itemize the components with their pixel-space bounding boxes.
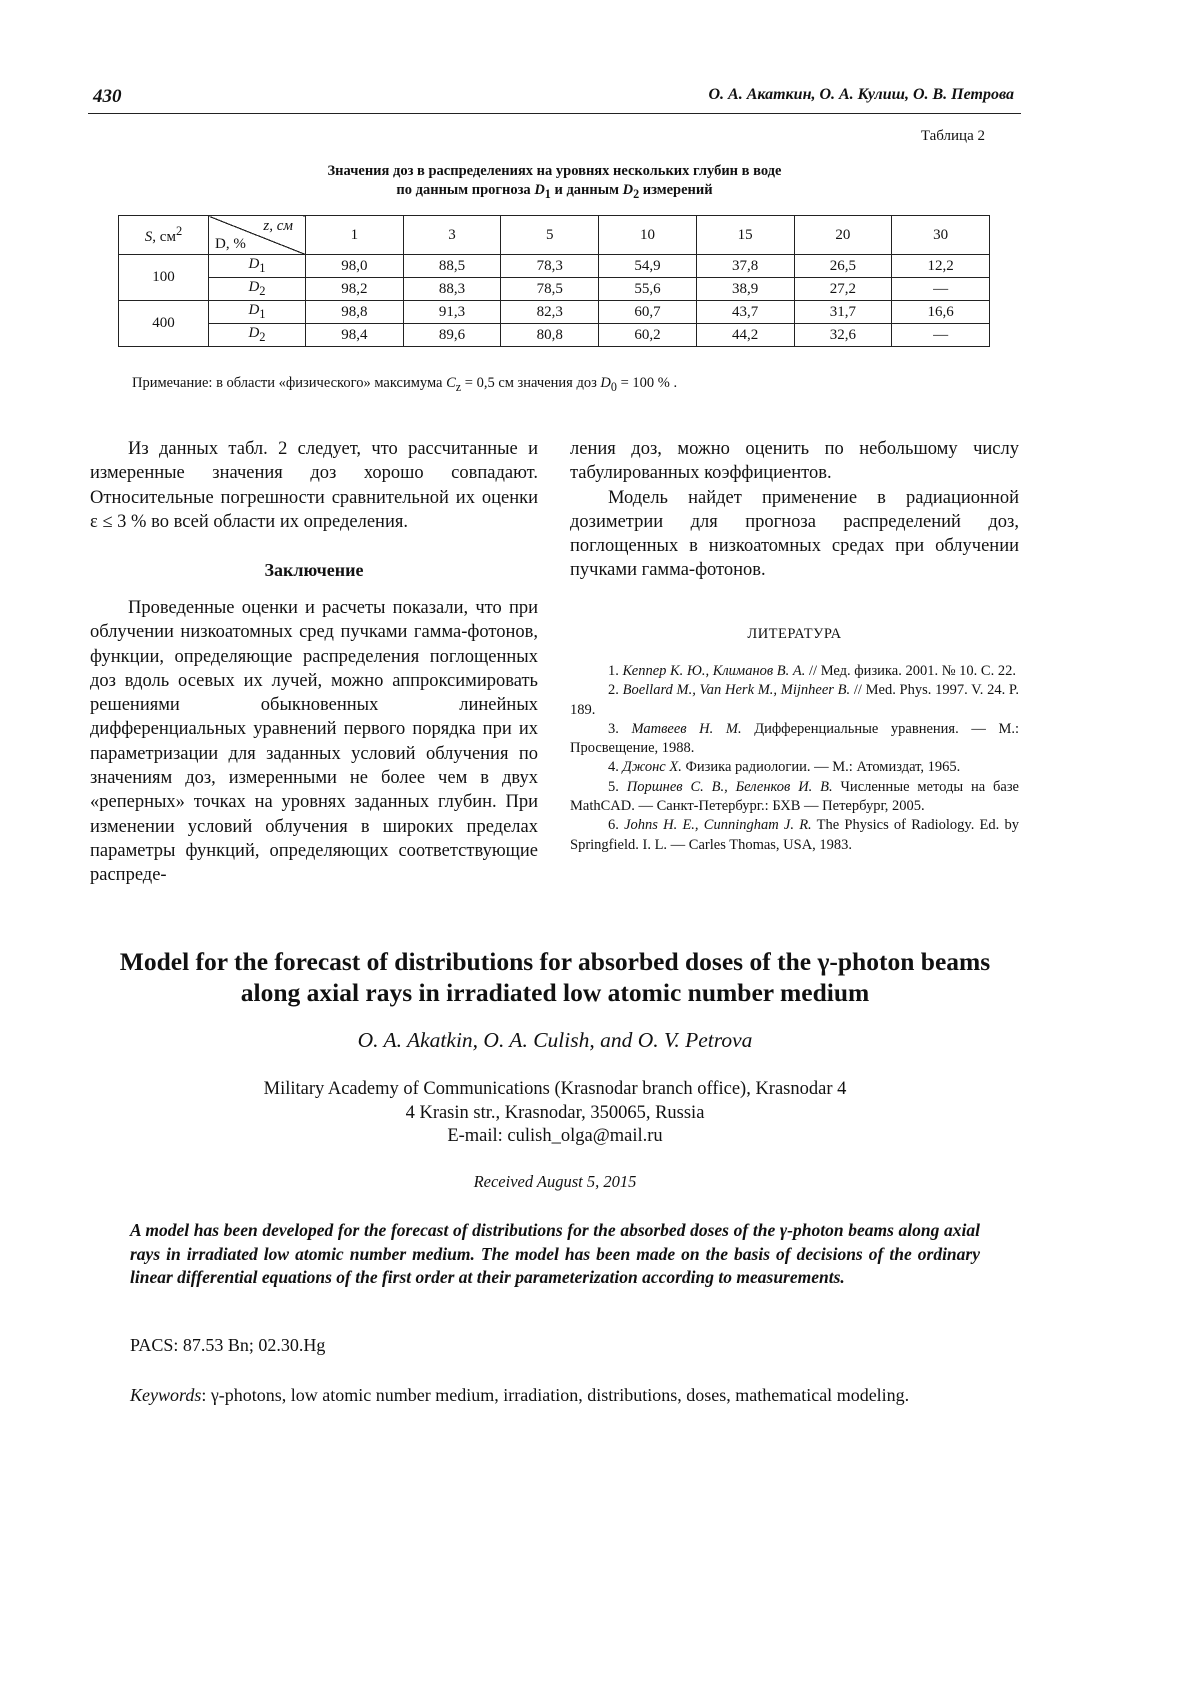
english-authors: O. A. Akatkin, O. A. Culish, and O. V. Petrova xyxy=(357,1028,753,1052)
table-cell: 31,7 xyxy=(794,301,892,324)
s-value-cell: 400 xyxy=(119,301,209,347)
table-cell: 44,2 xyxy=(696,324,794,347)
d-header: D, % xyxy=(215,236,246,252)
table-caption xyxy=(120,162,989,204)
table-cell: 43,7 xyxy=(696,301,794,324)
depth-header: 10 xyxy=(599,216,697,255)
s-header-cell: S, $см^2$ xyxy=(119,216,209,255)
table-cell: 38,9 xyxy=(696,278,794,301)
s-header: , см xyxy=(152,229,176,245)
english-title: Model for the forecast of distributions for absorbed doses of the γ-photon beams along axial rays in irradiated low atomic number medium xyxy=(119,947,991,1007)
english-keywords: Keywords: γ-photons, low atomic number medium, irradiation, distributions, doses, mathematical modeling. xyxy=(130,1385,910,1405)
table-cell: 27,2 xyxy=(794,278,892,301)
table-cell: 32,6 xyxy=(794,324,892,347)
table-cell: 16,6 xyxy=(892,301,990,324)
right-column xyxy=(570,437,1019,583)
row-label: $D_2$ xyxy=(209,324,306,347)
depth-header: 20 xyxy=(794,216,892,255)
table-row xyxy=(119,278,990,301)
table-cell: 82,3 xyxy=(501,301,599,324)
z-header: z, см xyxy=(263,218,293,234)
english-affiliation: Military Academy of Communications (Krasnodar branch office), Krasnodar 4 4 Krasin str., Krasnodar, 350065, Russia E-mail: culish_olga@mail.ru xyxy=(90,1078,1020,1149)
depth-header: 15 xyxy=(696,216,794,255)
table-cell: 55,6 xyxy=(599,278,697,301)
reference-item: 5. Поршнев С. В., Беленков И. В. Численные методы на базе MathCAD. — Санкт-Петербург.: БХВ — Петербург, 2005. xyxy=(570,778,1019,815)
section-title: Заключение xyxy=(264,560,364,580)
paragraph: Проведенные оценки и расчеты показали, что при облучении низкоатомных сред пучками гамма-фотонов, функции, определяющие распределения поглощенных доз вдоль осевых их лучей, можно аппроксимировать решениями обыкновенных линейных дифференциальных уравнений первого порядка при их параметризации для заданных условий облучения по значениям доз, измеренными не более чем в двух «реперных» точках на уровнях заданных глубин. При изменении условий облучения в широких пределах параметры функций, определяющих соответствующие распреде- xyxy=(90,598,538,886)
table-cell: 54,9 xyxy=(599,255,697,278)
table-cell: 78,5 xyxy=(501,278,599,301)
table-note: Примечание: в области «физического» максимума $C_z = 0,5$ см значения доз $D_0 = 100$ % . xyxy=(132,375,678,394)
literature-title: ЛИТЕРАТУРА xyxy=(747,626,842,642)
table-header-row xyxy=(119,216,990,255)
table-cell: 26,5 xyxy=(794,255,892,278)
table-caption-line2: по данным прогноза $D_1$ и данным $D_2$ измерений xyxy=(396,182,713,201)
table-cell: 88,3 xyxy=(403,278,501,301)
table-cell: 78,3 xyxy=(501,255,599,278)
row-label: $D_1$ xyxy=(209,255,306,278)
paragraph: Модель найдет применение в радиационной дозиметрии для прогноза распределений доз, поглощенных в низкоатомных средах при облучении пучками гамма-фотонов. xyxy=(570,487,1019,581)
z-d-header-cell xyxy=(209,216,306,255)
reference-item: 4. Джонс Х. Физика радиологии. — М.: Атомиздат, 1965. xyxy=(608,759,961,776)
depth-header: 3 xyxy=(403,216,501,255)
table-cell: 98,2 xyxy=(306,278,404,301)
table-cell: 98,4 xyxy=(306,324,404,347)
page-number: 430 xyxy=(93,86,122,107)
s-value-cell: 100 xyxy=(119,255,209,301)
header-rule xyxy=(88,113,1021,114)
running-head: О. А. Акаткин, О. А. Кулиш, О. В. Петрова xyxy=(708,86,1014,103)
table-cell: — xyxy=(892,324,990,347)
reference-item: 1. Кеппер К. Ю., Климанов В. А. // Мед. физика. 2001. № 10. С. 22. xyxy=(608,663,1016,679)
table-cell: — xyxy=(892,278,990,301)
table-cell: 80,8 xyxy=(501,324,599,347)
english-abstract: A model has been developed for the forecast of distributions for the absorbed doses of the γ-photon beams along axial rays in irradiated low atomic number medium. The model has been made on the basis of decisions of the ordinary linear differential equations of the first order at their parameterization according to measurements. xyxy=(130,1220,980,1287)
reference-item: 6. Johns H. E., Cunningham J. R. The Physics of Radiology. Ed. by Springfield. I. L. — Carles Thomas, USA, 1983. xyxy=(570,817,1019,853)
table-cell: 60,2 xyxy=(599,324,697,347)
depth-header: 1 xyxy=(306,216,404,255)
paragraph: Из данных табл. 2 следует, что рассчитанные и измеренные значения доз хорошо совпадают. Относительные погрешности сравнительной их оценки ε ≤ 3 % во всей области их определения. xyxy=(90,439,538,532)
table-cell: 37,8 xyxy=(696,255,794,278)
pacs-codes: PACS: 87.53 Bn; 02.30.Hg xyxy=(130,1335,326,1355)
table-row xyxy=(119,324,990,347)
row-label: $D_2$ xyxy=(209,278,306,301)
table-row xyxy=(119,255,990,278)
doses-table xyxy=(118,215,990,347)
reference-item: 2. Boellard M., Van Herk M., Mijnheer B. // Med. Phys. 1997. V. 24. P. 189. xyxy=(570,682,1020,718)
table-cell: 89,6 xyxy=(403,324,501,347)
reference-item: 3. Матвеев Н. М. Дифференциальные уравнения. — М.: Просвещение, 1988. xyxy=(570,720,1020,757)
table-cell: 88,5 xyxy=(403,255,501,278)
table-row xyxy=(119,301,990,324)
table-label: Таблица 2 xyxy=(920,128,985,144)
row-label: $D_1$ xyxy=(209,301,306,324)
received-date: Received August 5, 2015 xyxy=(473,1172,637,1191)
left-column-conclusion xyxy=(90,596,538,888)
table-cell: 98,8 xyxy=(306,301,404,324)
table-caption-line1: Значения доз в распределениях на уровнях нескольких глубин в воде xyxy=(327,163,782,179)
paragraph: ления доз, можно оценить по небольшому числу табулированных коэффициентов. xyxy=(570,439,1019,484)
table-cell: 12,2 xyxy=(892,255,990,278)
table-cell: 91,3 xyxy=(403,301,501,324)
reference-list xyxy=(570,662,1019,855)
depth-header: 5 xyxy=(501,216,599,255)
email: E-mail: culish_olga@mail.ru xyxy=(447,1126,663,1146)
table-cell: 60,7 xyxy=(599,301,697,324)
left-column-intro xyxy=(90,437,538,534)
depth-header: 30 xyxy=(892,216,990,255)
table-cell: 98,0 xyxy=(306,255,404,278)
